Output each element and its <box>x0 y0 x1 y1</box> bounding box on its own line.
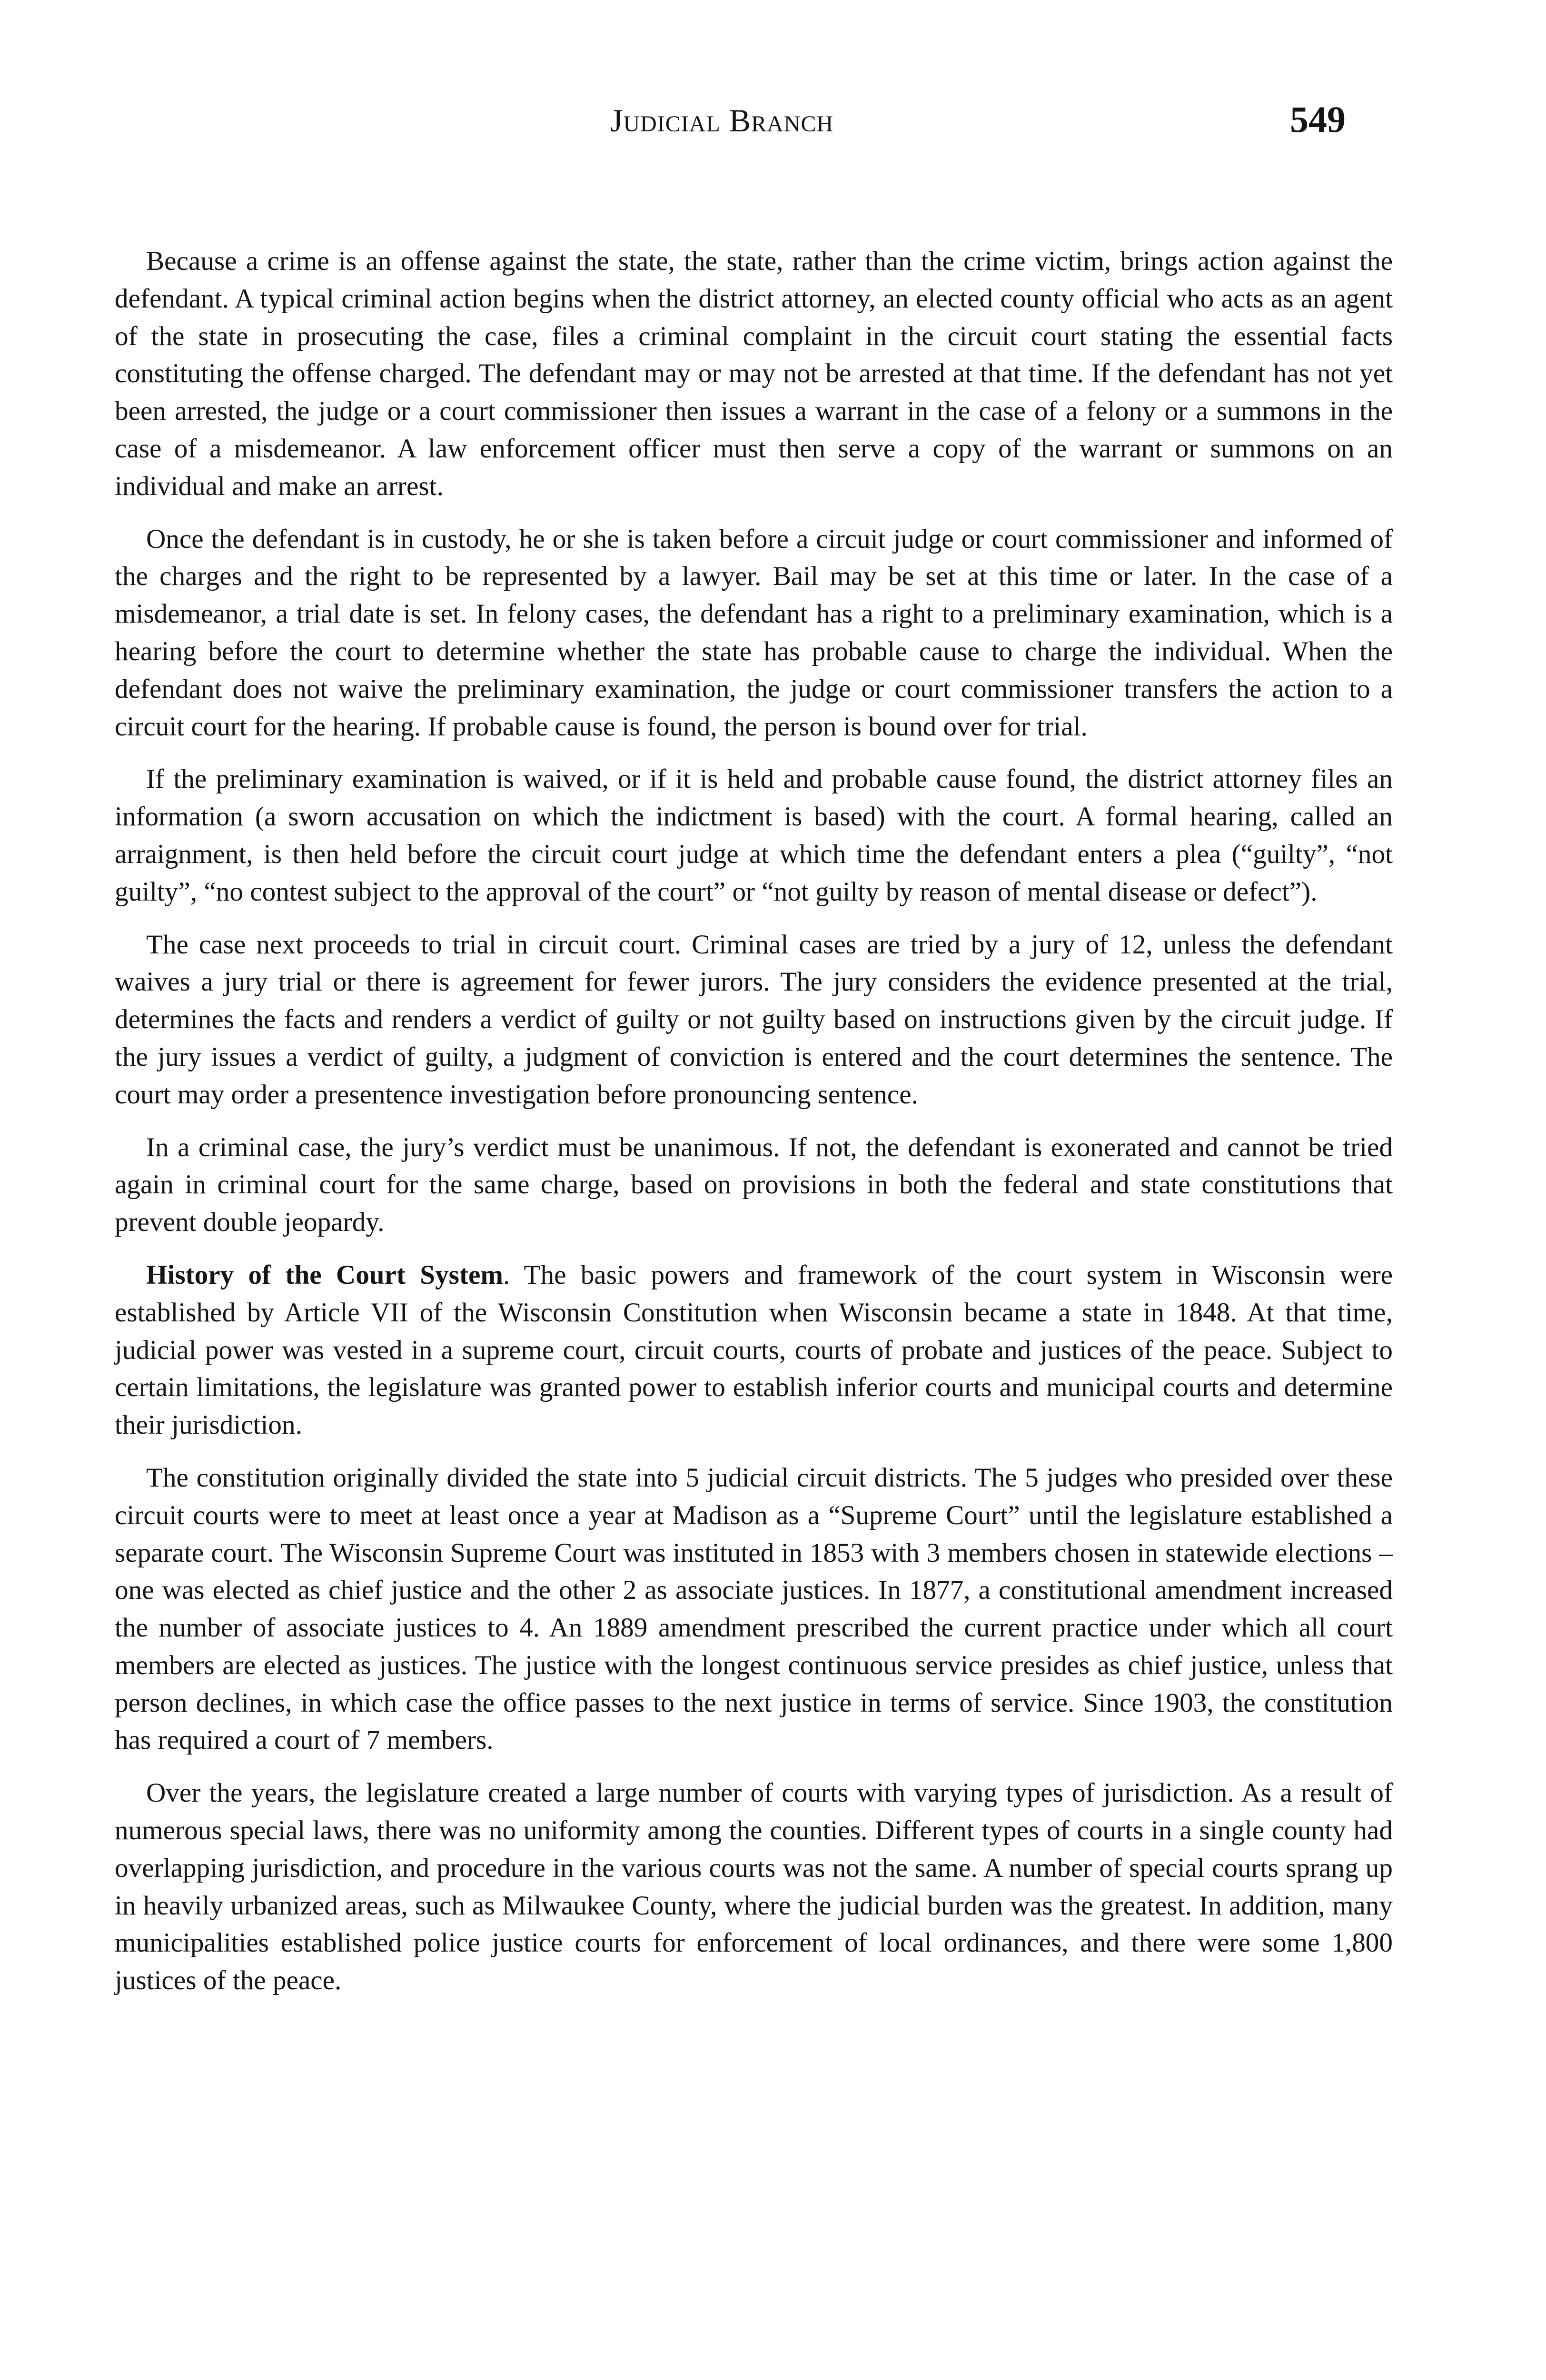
paragraph: If the preliminary examination is waived, or if it is held and probable cause found, the district attorney files an information (a sworn accusation on which the indictment is based) with the court. A formal hearing, called an arraignment, is then held before the circuit court judge at which time the defendant enters a plea (“guilty”, “not guilty”, “no contest subject to the approval of the court” or “not guilty by reason of mental disease or defect”). <box>115 764 1393 907</box>
paragraph-text: . The basic powers and framework of the court system in Wisconsin were established by Article VII of the Wisconsin Constitution when Wisconsin became a state in 1848. At that time, judicial power was vested in a supreme court, circuit courts, courts of probate and justices of the peace. Subject to certain limitations, the legislature was granted power to establish inferior courts and municipal courts and determine their jurisdiction. <box>115 1259 1393 1440</box>
body-text <box>115 243 1393 2015</box>
paragraph: Because a crime is an offense against the state, the state, rather than the crime victim, brings action against the defendant. A typical criminal action begins when the district attorney, an elected county official who acts as an agent of the state in prosecuting the case, files a criminal complaint in the circuit court stating the essential facts constituting the offense charged. The defendant may or may not be arrested at that time. If the defendant has not yet been arrested, the judge or a court commissioner then issues a warrant in the case of a felony or a summons in the case of a misdemeanor. A law enforcement officer must then serve a copy of the warrant or summons on an individual and make an arrest. <box>115 246 1393 501</box>
section-heading: History of the Court System <box>146 1259 504 1290</box>
paragraph: The case next proceeds to trial in circuit court. Criminal cases are tried by a jury of 12, unless the defendant waives a jury trial or there is agreement for fewer jurors. The jury considers the evidence presented at the trial, determines the facts and renders a verdict of guilty or not guilty based on instructions given by the circuit judge. If the jury issues a verdict of guilty, a judgment of conviction is entered and the court determines the sentence. The court may order a presentence investigation before pronouncing sentence. <box>115 929 1393 1110</box>
paragraph: In a criminal case, the jury’s verdict must be unanimous. If not, the defendant is exonerated and cannot be tried again in criminal court for the same charge, based on provisions in both the federal and state constitutions that prevent double jeopardy. <box>115 1132 1393 1238</box>
paragraph: Over the years, the legislature created a large number of courts with varying types of jurisdiction. As a result of numerous special laws, there was no uniformity among the counties. Different types of courts in a single county had overlapping jurisdiction, and procedure in the various courts was not the same. A number of special courts sprang up in heavily urbanized areas, such as Milwaukee County, where the judicial burden was the greatest. In addition, many municipalities established police justice courts for enforcement of local ordinances, and there were some 1,800 justices of the peace. <box>115 1778 1393 1996</box>
paragraph: Once the defendant is in custody, he or she is taken before a circuit judge or court commissioner and informed of the charges and the right to be represented by a lawyer. Bail may be set at this time or later. In the case of a misdemeanor, a trial date is set. In felony cases, the defendant has a right to a preliminary examination, which is a hearing before the court to determine whether the state has probable cause to charge the individual. When the defendant does not waive the preliminary examination, the judge or court commissioner transfers the action to a circuit court for the hearing. If probable cause is found, the person is bound over for trial. <box>115 524 1393 742</box>
running-head: Judicial Branch <box>610 102 834 139</box>
paragraph-history <box>115 1257 1393 1444</box>
page-header <box>0 99 1546 145</box>
paragraph: The constitution originally divided the state into 5 judicial circuit districts. The 5 judges who presided over these circuit courts were to meet at least once a year at Madison as a “Supreme Court” until the legislature established a separate court. The Wisconsin Supreme Court was instituted in 1853 with 3 members chosen in statewide elections – one was elected as chief justice and the other 2 as associate justices. In 1877, a constitutional amendment increased the number of associate justices to 4. An 1889 amendment prescribed the current practice under which all court members are elected as justices. The justice with the longest continuous service presides as chief justice, unless that person declines, in which case the office passes to the next justice in terms of service. Since 1903, the constitution has required a court of 7 members. <box>115 1462 1393 1755</box>
page-number: 549 <box>1290 99 1346 140</box>
